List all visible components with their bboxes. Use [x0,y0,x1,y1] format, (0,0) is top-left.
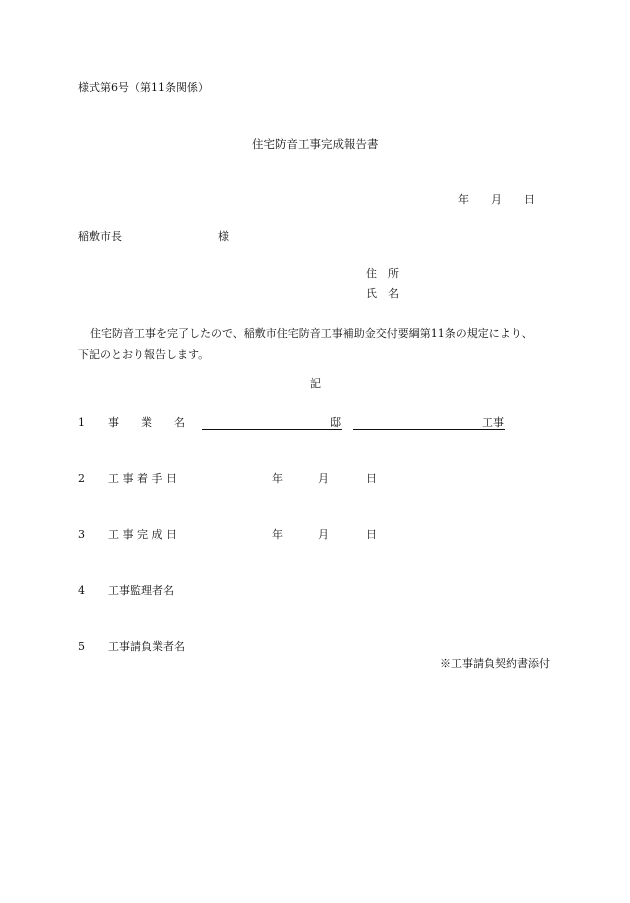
addressee-honorific: 様 [218,230,229,243]
body-text [78,323,558,365]
start-month-label: 月 [318,472,329,485]
item-label: 工 事 着 手 日 [108,472,177,485]
ki-heading: 記 [310,377,321,390]
body-line-1: 住宅防音工事を完了したので、稲敷市住宅防音工事補助金交付要綱第11条の規定により、 [90,327,533,340]
date-day-label: 日 [524,193,535,206]
item-number: 2 [78,472,85,485]
start-year-label: 年 [272,472,283,485]
applicant-name-label: 氏 名 [366,287,399,300]
residence-suffix: 邸 [330,416,341,429]
completion-day-label: 日 [366,528,377,541]
start-day-label: 日 [366,472,377,485]
item-number: 4 [78,584,85,597]
item-label: 事 業 名 [108,416,185,429]
applicant-address-label: 住 所 [366,267,399,280]
date-year-label: 年 [458,193,469,206]
addressee-name: 稲敷市長 [78,230,122,243]
body-line-2: 下記のとおり報告します。 [78,348,210,361]
work-suffix: 工事 [482,416,504,429]
item-label: 工事監理者名 [108,584,174,597]
item-label: 工事請負業者名 [108,640,185,653]
item-number: 1 [78,416,85,429]
item-number: 3 [78,528,85,541]
item-label: 工 事 完 成 日 [108,528,177,541]
report-date [458,194,535,205]
page-title: 住宅防音工事完成報告書 [252,137,379,151]
residence-name-blank[interactable] [202,416,342,430]
attachment-note: ※工事請負契約書添付 [440,657,550,670]
date-month-label: 月 [491,193,502,206]
completion-month-label: 月 [318,528,329,541]
item-number: 5 [78,640,85,653]
addressee [78,230,229,243]
completion-year-label: 年 [272,528,283,541]
form-number: 様式第6号（第11条関係） [78,81,209,94]
